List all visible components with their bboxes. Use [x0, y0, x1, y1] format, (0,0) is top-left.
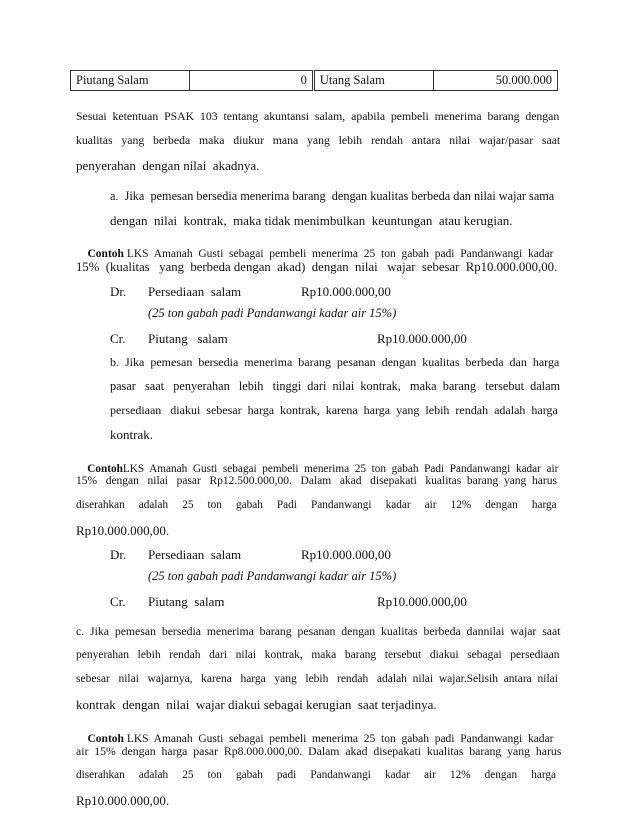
journal-cr-account: Piutang salam — [148, 594, 225, 609]
journal-cr-label: Cr. — [110, 594, 126, 609]
section-a-line-1: a. Jika pemesan bersedia menerima barang dengan kualitas berbeda dan nilai wajar sama — [110, 189, 555, 203]
section-b-line-1: b. Jika pemesan bersedia menerima barang pesanan dengan kualitas berbeda dan harga — [110, 355, 560, 369]
journal-cr-amount: Rp10.000.000,00 — [377, 331, 467, 346]
journal-note: (25 ton gabah padi Pandanwangi kadar air 15%) — [148, 306, 397, 320]
example-text: LKS Amanah Gusti sebagai pembeli menerima 25 ton gabah Padi Pandanwangi kadar air — [122, 463, 559, 475]
journal-note: (25 ton gabah padi Pandanwangi kadar air 15%) — [148, 569, 397, 583]
section-c-example-line-2: air 15% dengan harga pasar Rp8.000.000,00. Dalam akad disepakati kualitas barang yang harus — [76, 745, 562, 758]
journal-dr-label: Dr. — [110, 284, 127, 299]
section-b-example-line-4: Rp10.000.000,00. — [76, 523, 170, 538]
section-c-example-line-3: diserahkan adalah 25 ton gabah padi Pandanwangi kadar air 12% dengan harga — [76, 769, 556, 781]
section-b-line-4: kontrak. — [110, 427, 153, 442]
section-b-example-line-3: diserahkan adalah 25 ton gabah Padi Pandanwangi kadar air 12% dengan harga — [76, 499, 557, 511]
section-c-line-1: c. Jika pemesan bersedia menerima barang pesanan dengan kualitas berbeda dannilai wajar saat — [76, 625, 561, 638]
example-text: LKS Amanah Gusti sebagai pembeli menerima 25 ton gabah padi Pandanwangi kadar — [123, 733, 554, 745]
section-c-line-3: sebesar nilai wajarnya, karena harga yang lebih rendah adalah nilai wajar.Selisih antara nilai — [76, 673, 558, 685]
journal-cr-amount: Rp10.000.000,00 — [377, 594, 467, 609]
example-label: Contoh — [87, 463, 123, 475]
section-a-example-line-2: 15% (kualitas yang berbeda dengan akad) dengan nilai wajar sebesar Rp10.000.000,00. — [76, 260, 558, 274]
ledger-table — [70, 70, 558, 91]
journal-dr-account: Persediaan salam — [148, 284, 242, 299]
journal-dr-label: Dr. — [110, 547, 127, 562]
section-a-line-2: dengan nilai kontrak, maka tidak menimbulkan keuntungan atau kerugian. — [110, 213, 513, 228]
section-c-example-line-4: Rp10.000.000,00. — [76, 793, 170, 808]
intro-line-3: penyerahan dengan nilai akadnya. — [76, 158, 260, 173]
ledger-right-value: 50.000.000 — [433, 71, 557, 91]
ledger-right-label: Utang Salam — [313, 71, 433, 91]
journal-cr-account: Piutang salam — [148, 331, 228, 346]
example-text: LKS Amanah Gusti sebagai pembeli menerima 25 ton gabah padi Pandanwangi kadar — [123, 248, 554, 260]
section-b-line-3: persediaan diakui sebesar harga kontrak, karena harga yang lebih rendah adalah harga — [110, 403, 558, 417]
section-b-example-line-2: 15% dengan nilai pasar Rp12.500.000,00. Dalam akad disepakati kualitas barang yang harus — [76, 475, 557, 487]
section-c-line-4: kontrak dengan nilai wajar diakui sebagai kerugian saat terjadinya. — [76, 697, 437, 712]
journal-dr-amount: Rp10.000.000,00 — [301, 284, 391, 299]
example-label: Contoh — [87, 248, 124, 260]
section-b-line-2: pasar saat penyerahan lebih tinggi dari nilai kontrak, maka barang tersebut dalam — [110, 379, 561, 393]
section-c-line-2: penyerahan lebih rendah dari nilai kontrak, maka barang tersebut diakui sebagai persediaan — [76, 649, 560, 661]
example-label: Contoh — [87, 733, 124, 745]
intro-line-1: Sesuai ketentuan PSAK 103 tentang akuntansi salam, apabila pembeli menerima barang dengan — [76, 110, 560, 123]
ledger-left-value: 0 — [189, 71, 313, 91]
ledger-left-label: Piutang Salam — [71, 71, 190, 91]
journal-dr-amount: Rp10.000.000,00 — [301, 547, 391, 562]
journal-cr-label: Cr. — [110, 331, 126, 346]
table-row — [71, 71, 558, 91]
journal-dr-account: Persediaan salam — [148, 547, 242, 562]
intro-line-2: kualitas yang berbeda maka diukur mana yang lebih rendah antara nilai wajar/pasar saat — [76, 134, 561, 147]
